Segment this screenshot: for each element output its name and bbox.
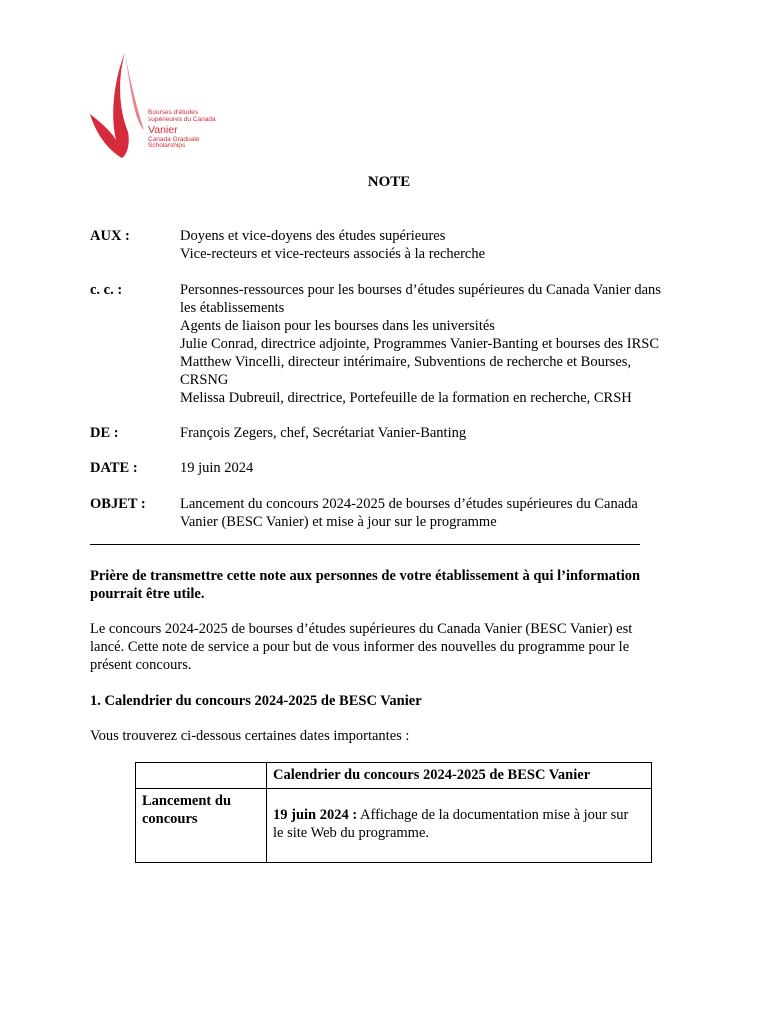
objet-label: OBJET : — [90, 496, 146, 512]
de-label: DE : — [90, 425, 119, 441]
objet-value — [180, 495, 690, 531]
aux-label: AUX : — [90, 228, 130, 244]
row-text-line-2: le site Web du programme. — [273, 825, 430, 841]
cc-value — [180, 281, 690, 407]
section-1-heading: 1. Calendrier du concours 2024-2025 de BESC Vanier — [90, 693, 422, 709]
section-1-text: Vous trouverez ci-dessous certaines dates importantes : — [90, 728, 410, 744]
cc-line: Julie Conrad, directrice adjointe, Programmes Vanier-Banting et bourses des IRSC — [180, 336, 660, 352]
logo-line-5: Scholarships — [148, 142, 186, 150]
intro-paragraph — [90, 620, 675, 674]
table-header-empty-cell — [136, 763, 267, 789]
date-value: 19 juin 2024 — [180, 460, 254, 476]
logo-line-2: supérieures du Canada — [148, 115, 216, 123]
table-row-value — [267, 789, 652, 863]
logo-line-3: Vanier — [148, 123, 178, 136]
aux-line: Vice-recteurs et vice-recteurs associés à la recherche — [180, 246, 486, 262]
aux-line: Doyens et vice-doyens des études supérieures — [180, 228, 446, 244]
cc-label: c. c. : — [90, 282, 123, 298]
cc-line: Matthew Vincelli, directeur intérimaire, Subventions de recherche et Bourses, — [180, 354, 632, 370]
date-label: DATE : — [90, 460, 138, 476]
notice-line: Prière de transmettre cette note aux personnes de votre établissement à qui l’information — [90, 568, 641, 584]
table-row-label — [136, 789, 267, 863]
cc-line: Personnes-ressources pour les bourses d’études supérieures du Canada Vanier dans — [180, 282, 661, 298]
intro-line: présent concours. — [90, 657, 192, 673]
calendar-table — [135, 762, 652, 863]
notice-paragraph — [90, 567, 675, 603]
row-label-line: Lancement du — [142, 793, 232, 809]
logo-line-4: Canada Graduate — [148, 135, 200, 143]
aux-value — [180, 227, 690, 263]
table-header-cell: Calendrier du concours 2024-2025 de BESC Vanier — [267, 763, 652, 789]
row-date: 19 juin 2024 : — [273, 807, 358, 823]
objet-line: Lancement du concours 2024-2025 de bourses d’études supérieures du Canada — [180, 496, 638, 512]
de-value: François Zegers, chef, Secrétariat Vanier-Banting — [180, 425, 467, 441]
divider — [90, 544, 640, 545]
notice-line: pourrait être utile. — [90, 586, 205, 602]
row-label-line: concours — [142, 811, 198, 827]
intro-line: lancé. Cette note de service a pour but de vous informer des nouvelles du programme pour le — [90, 639, 630, 655]
intro-line: Le concours 2024-2025 de bourses d’études supérieures du Canada Vanier (BESC Vanier) est — [90, 621, 633, 637]
table-header-row — [136, 763, 652, 789]
page-title: NOTE — [367, 174, 411, 190]
row-text-line-1: Affichage de la documentation mise à jour sur — [360, 807, 629, 823]
cc-line: Melissa Dubreuil, directrice, Portefeuille de la formation en recherche, CRSH — [180, 390, 632, 406]
table-row — [136, 789, 652, 863]
logo-text — [148, 110, 216, 150]
cc-line: les établissements — [180, 300, 285, 316]
cc-line: Agents de liaison pour les bourses dans les universités — [180, 318, 495, 334]
logo-line-1: Bourses d'études — [148, 109, 199, 116]
cc-line: CRSNG — [180, 372, 229, 388]
objet-line: Vanier (BESC Vanier) et mise à jour sur le programme — [180, 514, 497, 530]
